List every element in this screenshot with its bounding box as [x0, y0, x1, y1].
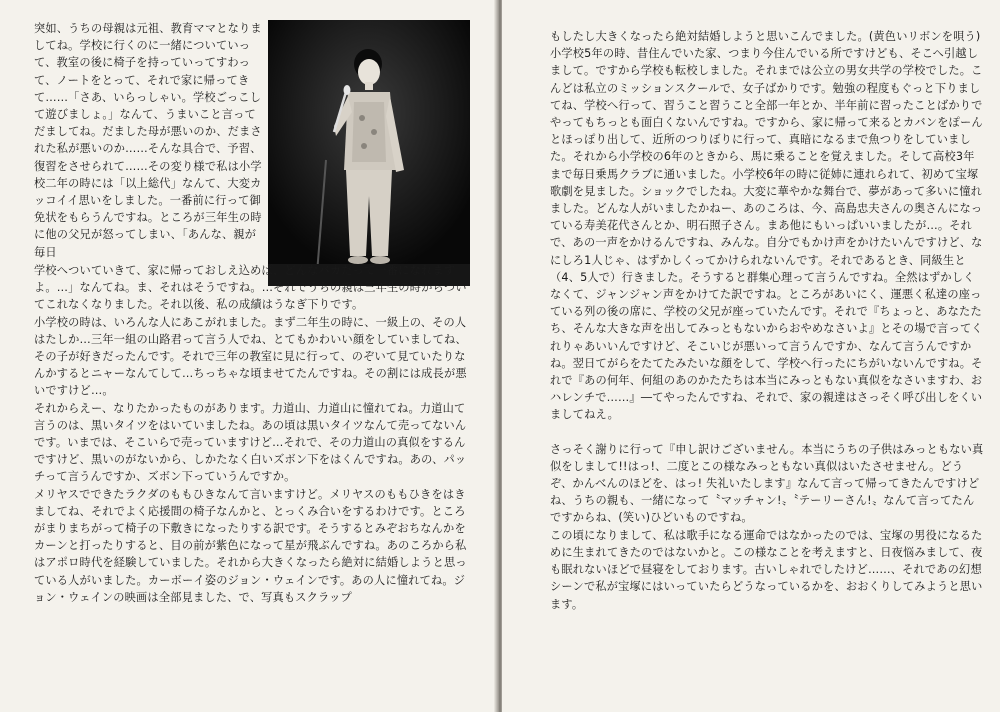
paragraph: それからえー、なりたかったものがあります。力道山、力道山に憧れてね。力道山て言うのは、黒いタイツをはいていましたね。あの頃は黒いタイツなんて売ってないんです。いまでは、そこいらで売っていますけど…それで、その力道山の真似をするんですけど、黒いのがないから、しかたなく白いズボン下をはくんですね。あの、パッチって言うんですか、ズボン下っていうんですか。: [34, 401, 467, 484]
paragraph: 小学校5年の時、昔住んでいた家、つまり今住んでいる所ですけども、そこへ引越しまして。ですから学校も転校しました。それまでは公立の男女共学の学校でした。こんどは私立のミッションスクールで、女子ばかりです。勉強の程度もぐっと下りましてね、学校へ行って、習うこと習うこと全部一年とか、半年前に習ったことばかりでやってもちっとも面白くないんですね。ですから、家に帰って来るとカバンをぽーんとほっぽり出して、近所のつりぼりに行って、真暗になるまで魚つりをしていました。それから小学校の6年のときから、馬に乗ることを覚えました。そして高校3年まで毎日乗馬クラブに通いました。小学校6年の時に従姉に連れられて、初めて宝塚歌劇を見ました。ショックでしたね。大変に華やかな舞台で、夢があって多いに憧れました。どんな人がいましたかねー、あのころは、今、高島忠夫さんの奥さんになっている寿美花代さんとか、明石照子さん。まあ他にもいっぱいいましたが…。それで、あの一声をかけるんですね、みんな。自分でもかけ声をかけたいんですけど、なにしろ1人じゃ、はずかしくってかけられないんです。それであるとき、同級生と（4、5人で）行きました。そうすると群集心理って言うんですね。全然はずかしくなくて、ジャンジャン声をかけてた訳ですね。ところがあいにく、運悪く私達の座っている列の後の席に、学校の父兄が座っていたんです。それで『ちょっと、あなたたち、そんな大きな声を出してみっともないからおやめなさいよ』とその場で言ってくれりゃあいいんですけど、そこいじが悪いって言うんですか、なんて言うんですかね。翌日てがらをたてたみたいな顔をして、学校へ行ったにちがいないんですね。それで『あの何年、何組のあのかたたちは本当にみっともない真似をなさいますわ、おハレンチで……』―てやったんですね、それで、家の親達はさっそく呼び出しをくいましてねえ。: [550, 47, 983, 422]
singer-photo-image: [268, 20, 470, 286]
paragraph: さっそく謝りに行って『申し訳けございません。本当にうちの子供はみっともない真似をしまして!!はっ!、二度とこの様なみっともない真似はいたさせません。どうぞ、かんべんのほどを、はっ! 失礼いたします』なんて言って帰ってきたんですけどね、うちの親も、一緒になって〝マッチャン!〟〝テーリーさん!〟なんて言ってたんですからね、(笑い)ひどいものですね。: [550, 442, 984, 525]
paragraph: 突如、うちの母親は元祖、教育ママとなりましてね。学校に行くのに一緒についていって、教室の後に椅子を持っていってすわって、ノートをとって、それで家に帰ってきて……「さあ、いらっしゃい。学校ごっこして遊びましょ。」なんて、うまいこと言ってだましてね。だました母が悪いのか、だまされた私が悪いのか……そんな具合で、予習、復習をさせられて……その変り様で私は小学校二年の時には「以上総代」なんて、大変カッコイイ思いをしました。一番前に行って御免状をもらうんですね。ところが三年生の時に他の父兄が怒ってしまい、「あんな、親が毎日: [34, 22, 262, 259]
left-page: [0, 0, 498, 712]
paragraph: 小学校の時は、いろんな人にあこがれました。まず二年生の時に、一級上の、その人はたしか…三年一組の山路君って言う人でね、とてもかわいい顔をしていましてね、その子が好きだったんです。それで三年の教室に見に行って、のぞいて見ていたりなんかするとニャーなんてして…ちっちゃな頃ませてたんですね。その割には成長が悪いですけど…。: [34, 315, 467, 398]
paragraph: もしたし大きくなったら絶対結婚しようと思いこんでました。(黄色いリボンを唄う): [550, 30, 981, 43]
paragraph: メリヤスでできたラクダのももひきなんて言いますけど。メリヤスのももひきをはきましてね、それでよく応援間の椅子なんかと、とっくみ合いをするわけです。ところがまりまちがって椅子の下敷きになったりする訳です。そうするとみぞおちなんかをカーンと打ったりすると、目の前が紫色になって星が飛ぶんですね。あのころから私はアポロ時代を経験していました。それから大きくなったら絶対に結婚しようと思っている人がいました。カーボーイ姿のジョン・ウェインです。あの人に憧れてね。ジョン・ウェインの映画は全部見ました、で、写真もスクラップ: [34, 487, 467, 604]
right-column: [550, 28, 984, 613]
right-page: [502, 0, 1000, 712]
paragraph: この頃になりまして、私は歌手になる運命ではなかったのでは、宝塚の男役になるために生まれてきたのではないかと。この様なことを考えますと、日夜悩みまして、夜も眠れないほどで昼寝をしております。古いしゃれでしたけど……、それであの幻想シーンで私が宝塚にはいっていたらどうなっているかを、おおくりしてみようと思います。: [550, 528, 983, 611]
paragraph-spacer: [550, 424, 984, 441]
left-main-column: [34, 262, 474, 606]
paragraph: 学校へついていきて、家に帰っておしえ込めば、どんなバカだって一番になれますよ。…」なんてね。ま、それはそうですね。…それでうちの親は三年生の時からついてこれなくなりました。それ以後、私の成績はうなぎ下りです。: [34, 264, 467, 312]
singer-photo: [268, 20, 470, 286]
left-top-column: [34, 20, 262, 261]
